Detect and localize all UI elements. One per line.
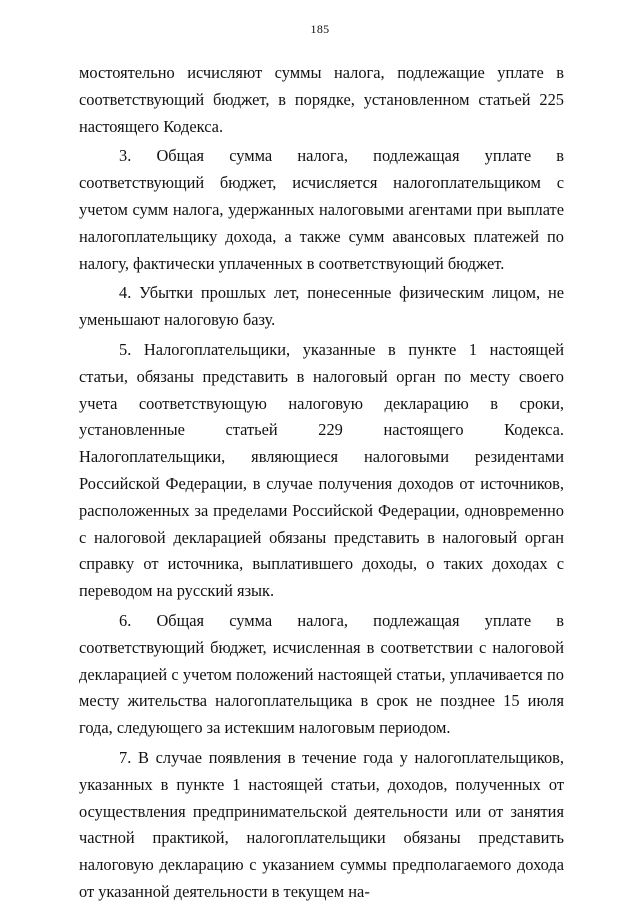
paragraph-item-6: 6. Общая сумма налога, подлежащая уплате в соответствующий бюджет, исчисленная в соответствии с налоговой декларацией с учетом положений настоящей статьи, уплачивается по месту жительства налогоплательщика в срок не позднее 15 июля года, следующего за истекшим налоговым периодом. xyxy=(79,610,564,738)
paragraph-item-5: 5. Налогоплательщики, указанные в пункте 1 настоящей статьи, обязаны представить в налоговый орган по месту своего учета соответствующую налоговую декларацию в сроки, установленные статьей 229 настоящего Кодекса. Налогоплательщики, являющиеся налоговыми резидентами Российской Федерации, в случае получения доходов от источников, расположенных за пределами Российской Федерации, одновременно с налоговой декларацией обязаны представить в налоговый орган справку от источника, выплатившего доходы, о таких доходах с переводом на русский язык. xyxy=(79,339,564,601)
paragraph-item-4: 4. Убытки прошлых лет, понесенные физическим лицом, не уменьшают налоговую базу. xyxy=(79,283,564,330)
paragraph-continuation: мостоятельно исчисляют суммы налога, подлежащие уплате в соответствующий бюджет, в порядке, установленном статьей 225 настоящего Кодекса. xyxy=(79,63,564,136)
page-number: 185 xyxy=(310,22,330,36)
document-body xyxy=(79,60,564,906)
paragraph-item-3: 3. Общая сумма налога, подлежащая уплате в соответствующий бюджет, исчисляется налогоплательщиком с учетом сумм налога, удержанных налоговыми агентами при выплате налогоплательщику дохода, а также сумм авансовых платежей по налогу, фактически уплаченных в соответствующий бюджет. xyxy=(79,146,564,273)
paragraph-item-7: 7. В случае появления в течение года у налогоплательщиков, указанных в пункте 1 настоящей статьи, доходов, полученных от осуществления предпринимательской деятельности или от занятия частной практикой, налогоплательщики обязаны представить налоговую декларацию с указанием суммы предполагаемого дохода от указанной деятельности в текущем на- xyxy=(79,747,564,901)
